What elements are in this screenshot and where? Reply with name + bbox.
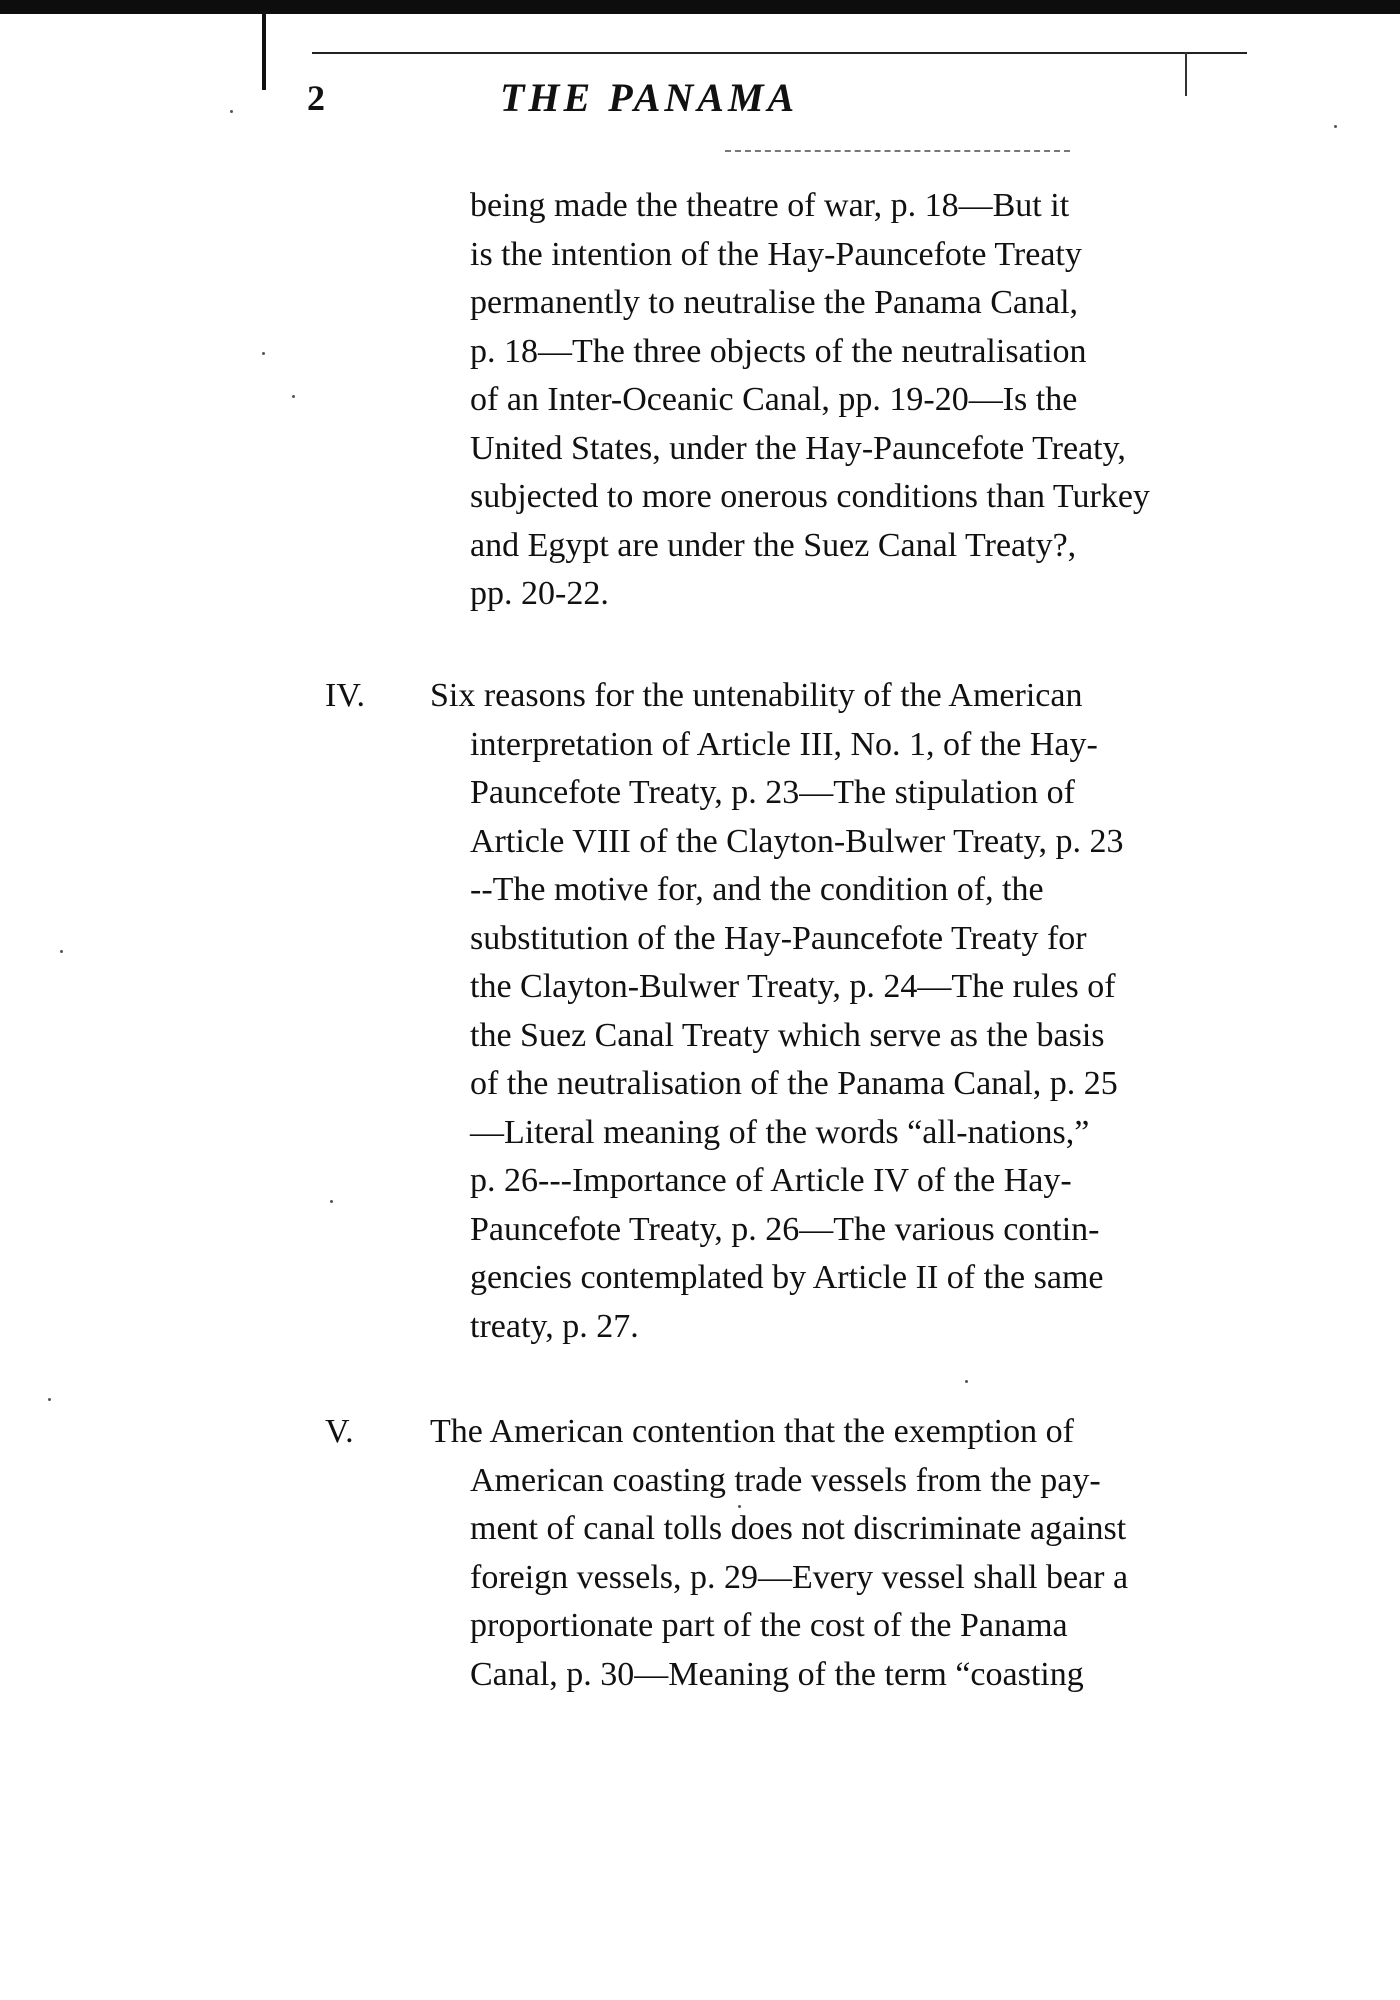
text-line: Pauncefote Treaty, p. 23—The stipulation of: [470, 774, 1075, 811]
text-line: the Suez Canal Treaty which serve as the basis: [470, 1016, 1105, 1054]
scan-speck: [965, 1380, 968, 1383]
text-line: of the neutralisation of the Panama Canal, p. 25: [470, 1065, 1118, 1102]
text-line: foreign vessels, p. 29—Every vessel shall bear a: [470, 1558, 1129, 1596]
text-line: Six reasons for the untenability of the American: [430, 677, 1083, 714]
text-line: substitution of the Hay-Pauncefote Treaty for: [470, 919, 1087, 957]
text-line: pp. 20-22.: [470, 575, 609, 612]
scan-speck: [738, 1505, 741, 1508]
text-line: subjected to more onerous conditions than Turkey: [470, 478, 1150, 515]
section-v-paragraph: [430, 1408, 1330, 1699]
scan-speck: [292, 395, 295, 398]
section-numeral-iv: IV.: [325, 677, 365, 714]
text-line: is the intention of the Hay-Pauncefote Treaty: [470, 235, 1082, 273]
header-rule-tick: [1185, 52, 1187, 96]
text-line: —Literal meaning of the words “all-nations,”: [470, 1113, 1090, 1151]
text-line: permanently to neutralise the Panama Canal,: [470, 284, 1079, 321]
text-line: Article VIII of the Clayton-Bulwer Treaty, p. 23: [470, 822, 1124, 860]
text-line: of an Inter-Oceanic Canal, pp. 19-20—Is the: [470, 381, 1078, 418]
continuation-paragraph: [470, 182, 1330, 619]
header-rule: [312, 52, 1247, 54]
text-line: p. 18—The three objects of the neutralisation: [470, 332, 1087, 370]
running-head-rule: [725, 150, 1070, 152]
text-line: ment of canal tolls does not discriminate against: [470, 1510, 1127, 1547]
scan-speck: [330, 1200, 333, 1203]
scan-speck: [262, 352, 265, 355]
text-line: --The motive for, and the condition of, the: [470, 871, 1044, 908]
text-line: being made the theatre of war, p. 18—But it: [470, 187, 1070, 224]
text-line: the Clayton-Bulwer Treaty, p. 24—The rules of: [470, 968, 1116, 1005]
text-line: interpretation of Article III, No. 1, of the Hay-: [470, 725, 1098, 763]
text-line: p. 26---Importance of Article IV of the Hay-: [470, 1162, 1072, 1199]
text-line: and Egypt are under the Suez Canal Treaty?,: [470, 526, 1077, 564]
text-line: treaty, p. 27.: [470, 1307, 639, 1345]
scan-top-border: [0, 0, 1400, 14]
section-numeral-v: V.: [325, 1413, 354, 1450]
scan-speck: [1334, 125, 1337, 128]
text-line: gencies contemplated by Article II of the same: [470, 1259, 1104, 1296]
scan-edge-mark: [262, 12, 266, 90]
scan-speck: [48, 1398, 51, 1401]
running-head: THE PANAMA: [500, 75, 799, 120]
text-line: American coasting trade vessels from the pay-: [470, 1461, 1101, 1499]
page-number: 2: [307, 78, 325, 118]
text-line: proportionate part of the cost of the Panama: [470, 1607, 1068, 1644]
scan-speck: [230, 110, 233, 113]
text-line: United States, under the Hay-Pauncefote Treaty,: [470, 429, 1126, 467]
text-line: Pauncefote Treaty, p. 26—The various contin-: [470, 1210, 1100, 1248]
scan-speck: [60, 950, 63, 953]
section-iv-paragraph: [430, 672, 1330, 1351]
text-line: The American contention that the exemption of: [430, 1413, 1074, 1450]
text-line: Canal, p. 30—Meaning of the term “coasting: [470, 1655, 1084, 1693]
